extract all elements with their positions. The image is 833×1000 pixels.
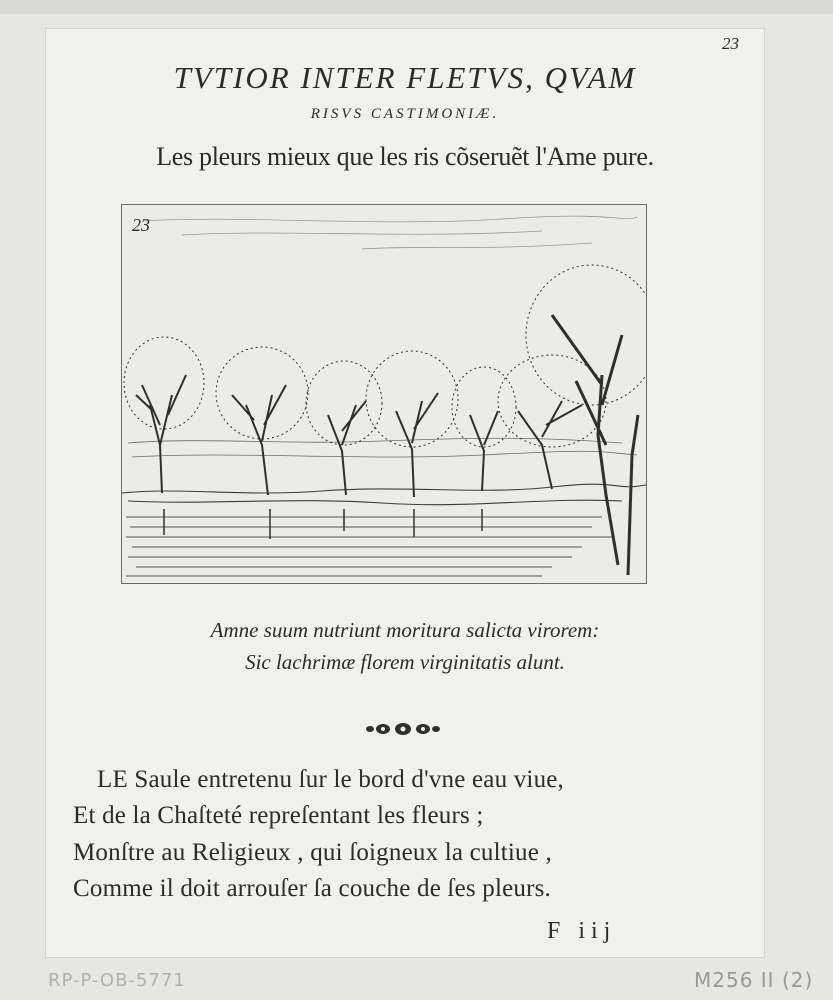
motto-line-1: TVTIOR INTER FLETVS, QVAM [173,60,637,95]
plate-number: 23 [132,215,150,235]
signature-mark: F iij [547,918,617,944]
latin-verse-line-1: Amne suum nutriunt moritura salicta virorem: [210,618,600,642]
emblem-page [45,28,765,958]
motto-line-2: RISVS CASTIMONIÆ. [310,106,500,122]
willow-landscape-engraving [122,205,646,583]
poem-line: LE Saule entretenu ſur le bord d'vne eau viue, [97,766,565,793]
page-number: 23 [722,34,739,53]
french-title: Les pleurs mieux que les ris cõseruẽt l'Ame pure. [156,142,654,171]
latin-verse-line-2: Sic lachrimæ florem virginitatis alunt. [245,650,565,674]
inventory-number-left: RP-P-OB-5771 [48,970,186,991]
poem-line: Et de la Chaſteté repreſentant les fleurs ; [73,802,484,829]
engraving-plate [121,204,647,584]
inventory-number-right: M256 II (2) [694,968,814,992]
poem-line: Monſtre au Religieux , qui ſoigneux la cultiue , [73,839,552,866]
poem-line: Comme il doit arrouſer ſa couche de ſes pleurs. [73,875,552,902]
mount-top-edge [0,0,833,14]
fleuron-ornament [365,716,441,742]
